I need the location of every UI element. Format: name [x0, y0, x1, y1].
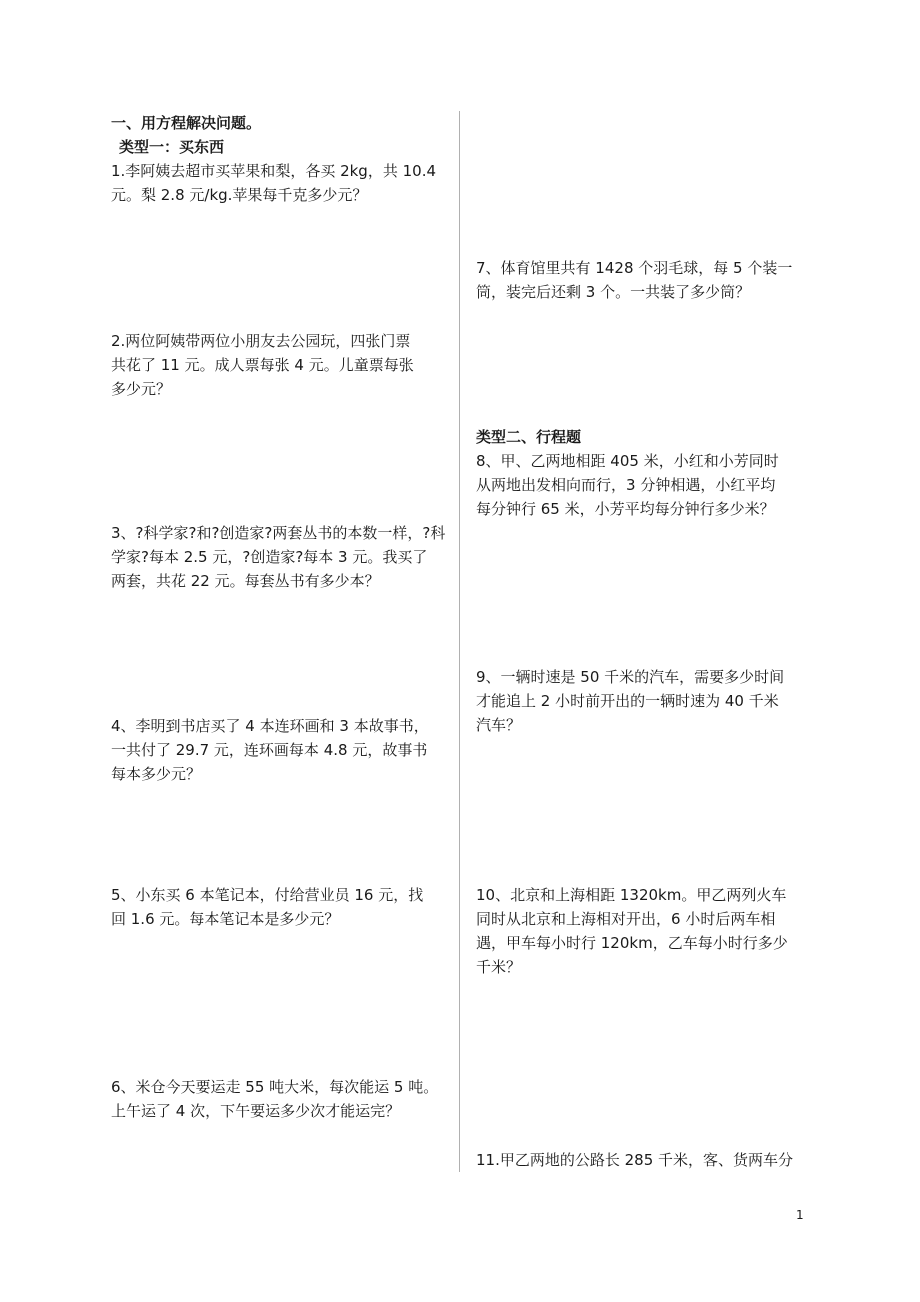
problem-line: 7、体育馆里共有 1428 个羽毛球，每 5 个装一 — [476, 259, 793, 277]
problem-4 — [111, 714, 429, 786]
problem-line: 回 1.6 元。每本笔记本是多少元？ — [111, 910, 340, 928]
problem-line: 每分钟行 65 米，小芳平均每分钟行多少米？ — [476, 500, 775, 518]
problem-line: 共花了 11 元。成人票每张 4 元。儿童票每张 — [111, 356, 414, 374]
problem-line: 2.两位阿姨带两位小朋友去公园玩，四张门票 — [111, 332, 411, 350]
problem-2 — [111, 329, 414, 401]
problem-line: 元。梨 2.8 元/kg.苹果每千克多少元？ — [111, 186, 368, 204]
section-title-type2: 类型二、行程题 — [476, 428, 582, 446]
problem-line: 10、北京和上海相距 1320km。甲乙两列火车 — [476, 886, 787, 904]
problem-line: 才能追上 2 小时前开出的一辆时速为 40 千米 — [476, 692, 779, 710]
section-title-type1: 类型一：买东西 — [119, 138, 225, 156]
problem-line: 11.甲乙两地的公路长 285 千米，客、货两车分 — [476, 1151, 794, 1169]
problem-line: 每本多少元？ — [111, 765, 202, 783]
problem-6 — [111, 1075, 438, 1123]
problem-8 — [476, 449, 779, 521]
page-number: 1 — [796, 1208, 804, 1222]
problem-3 — [111, 521, 445, 593]
main-title: 一、用方程解决问题。 — [111, 114, 262, 132]
problem-11 — [476, 1148, 793, 1172]
problem-line: 4、李明到书店买了 4 本连环画和 3 本故事书， — [111, 717, 429, 735]
problem-line: 遇，甲车每小时行 120km，乙车每小时行多少 — [476, 934, 788, 952]
problem-line: 3、?科学家?和?创造家?两套丛书的本数一样，?科 — [111, 524, 446, 542]
problem-line: 上午运了 4 次，下午要运多少次才能运完？ — [111, 1102, 401, 1120]
problem-line: 6、米仓今天要运走 55 吨大米，每次能运 5 吨。 — [111, 1078, 439, 1096]
problem-line: 从两地出发相向而行，3 分钟相遇，小红平均 — [476, 476, 776, 494]
problem-line: 5、小东买 6 本笔记本，付给营业员 16 元，找 — [111, 886, 424, 904]
problem-1 — [111, 159, 436, 207]
problem-line: 一共付了 29.7 元，连环画每本 4.8 元，故事书 — [111, 741, 428, 759]
problem-line: 筒，装完后还剩 3 个。一共装了多少筒？ — [476, 283, 751, 301]
problem-line: 千米？ — [476, 958, 522, 976]
problem-line: 9、一辆时速是 50 千米的汽车，需要多少时间 — [476, 668, 785, 686]
problem-5 — [111, 883, 423, 931]
problem-9 — [476, 665, 784, 737]
problem-line: 同时从北京和上海相对开出，6 小时后两车相 — [476, 910, 776, 928]
problem-7 — [476, 256, 792, 304]
problem-line: 汽车？ — [476, 716, 522, 734]
problem-line: 多少元？ — [111, 380, 172, 398]
problem-line: 学家?每本 2.5 元，?创造家?每本 3 元。我买了 — [111, 548, 428, 566]
problem-line: 8、甲、乙两地相距 405 米，小红和小芳同时 — [476, 452, 779, 470]
problem-line: 1.李阿姨去超市买苹果和梨，各买 2kg，共 10.4 — [111, 162, 436, 180]
problem-line: 两套，共花 22 元。每套丛书有多少本？ — [111, 572, 380, 590]
column-divider — [459, 111, 460, 1172]
problem-10 — [476, 883, 788, 979]
